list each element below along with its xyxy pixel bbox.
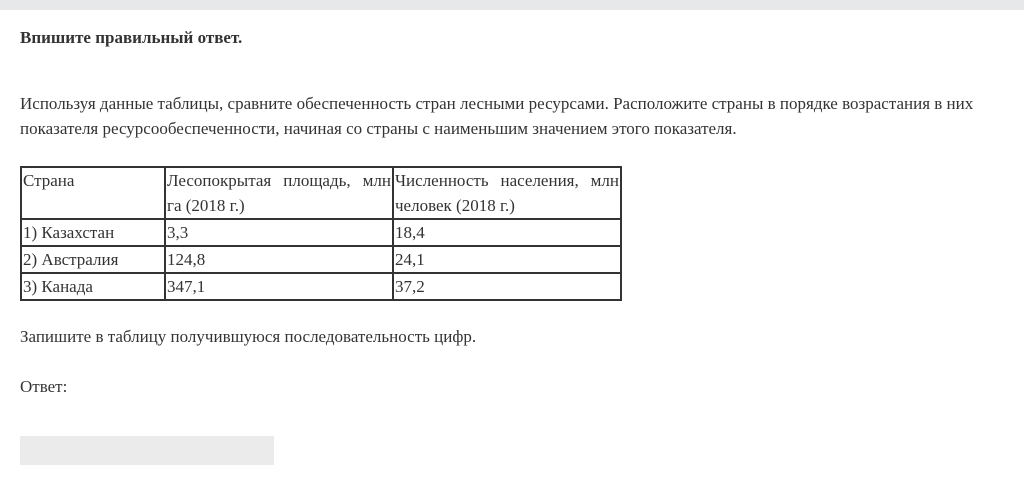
- cell-population: 37,2: [393, 273, 621, 300]
- header-country: Страна: [21, 167, 165, 219]
- cell-country: 2) Австралия: [21, 246, 165, 273]
- cell-country: 3) Канада: [21, 273, 165, 300]
- table-row: [21, 219, 621, 246]
- header-population: Численность населения, млн человек (2018 г.): [393, 167, 621, 219]
- cell-forest-area: 3,3: [165, 219, 393, 246]
- top-bar: [0, 0, 1024, 10]
- cell-population: 24,1: [393, 246, 621, 273]
- table-row: [21, 246, 621, 273]
- data-table: [20, 166, 622, 301]
- header-forest-area: Лесопокрытая площадь, млн га (2018 г.): [165, 167, 393, 219]
- cell-population: 18,4: [393, 219, 621, 246]
- cell-country: 1) Казахстан: [21, 219, 165, 246]
- cell-forest-area: 347,1: [165, 273, 393, 300]
- task-note: Запишите в таблицу получившуюся последовательность цифр.: [20, 327, 477, 346]
- task-text: Используя данные таблицы, сравните обеспеченность стран лесными ресурсами. Расположите страны в порядке возрастания в них показателя ресурсообеспеченности, начиная со страны с наименьшим значением этого показателя.: [20, 94, 974, 138]
- table-row: [21, 273, 621, 300]
- task-instruction: Впишите правильный ответ.: [20, 28, 243, 47]
- answer-label: Ответ:: [20, 377, 68, 396]
- answer-input[interactable]: [20, 436, 274, 465]
- cell-forest-area: 124,8: [165, 246, 393, 273]
- table-header-row: [21, 167, 621, 219]
